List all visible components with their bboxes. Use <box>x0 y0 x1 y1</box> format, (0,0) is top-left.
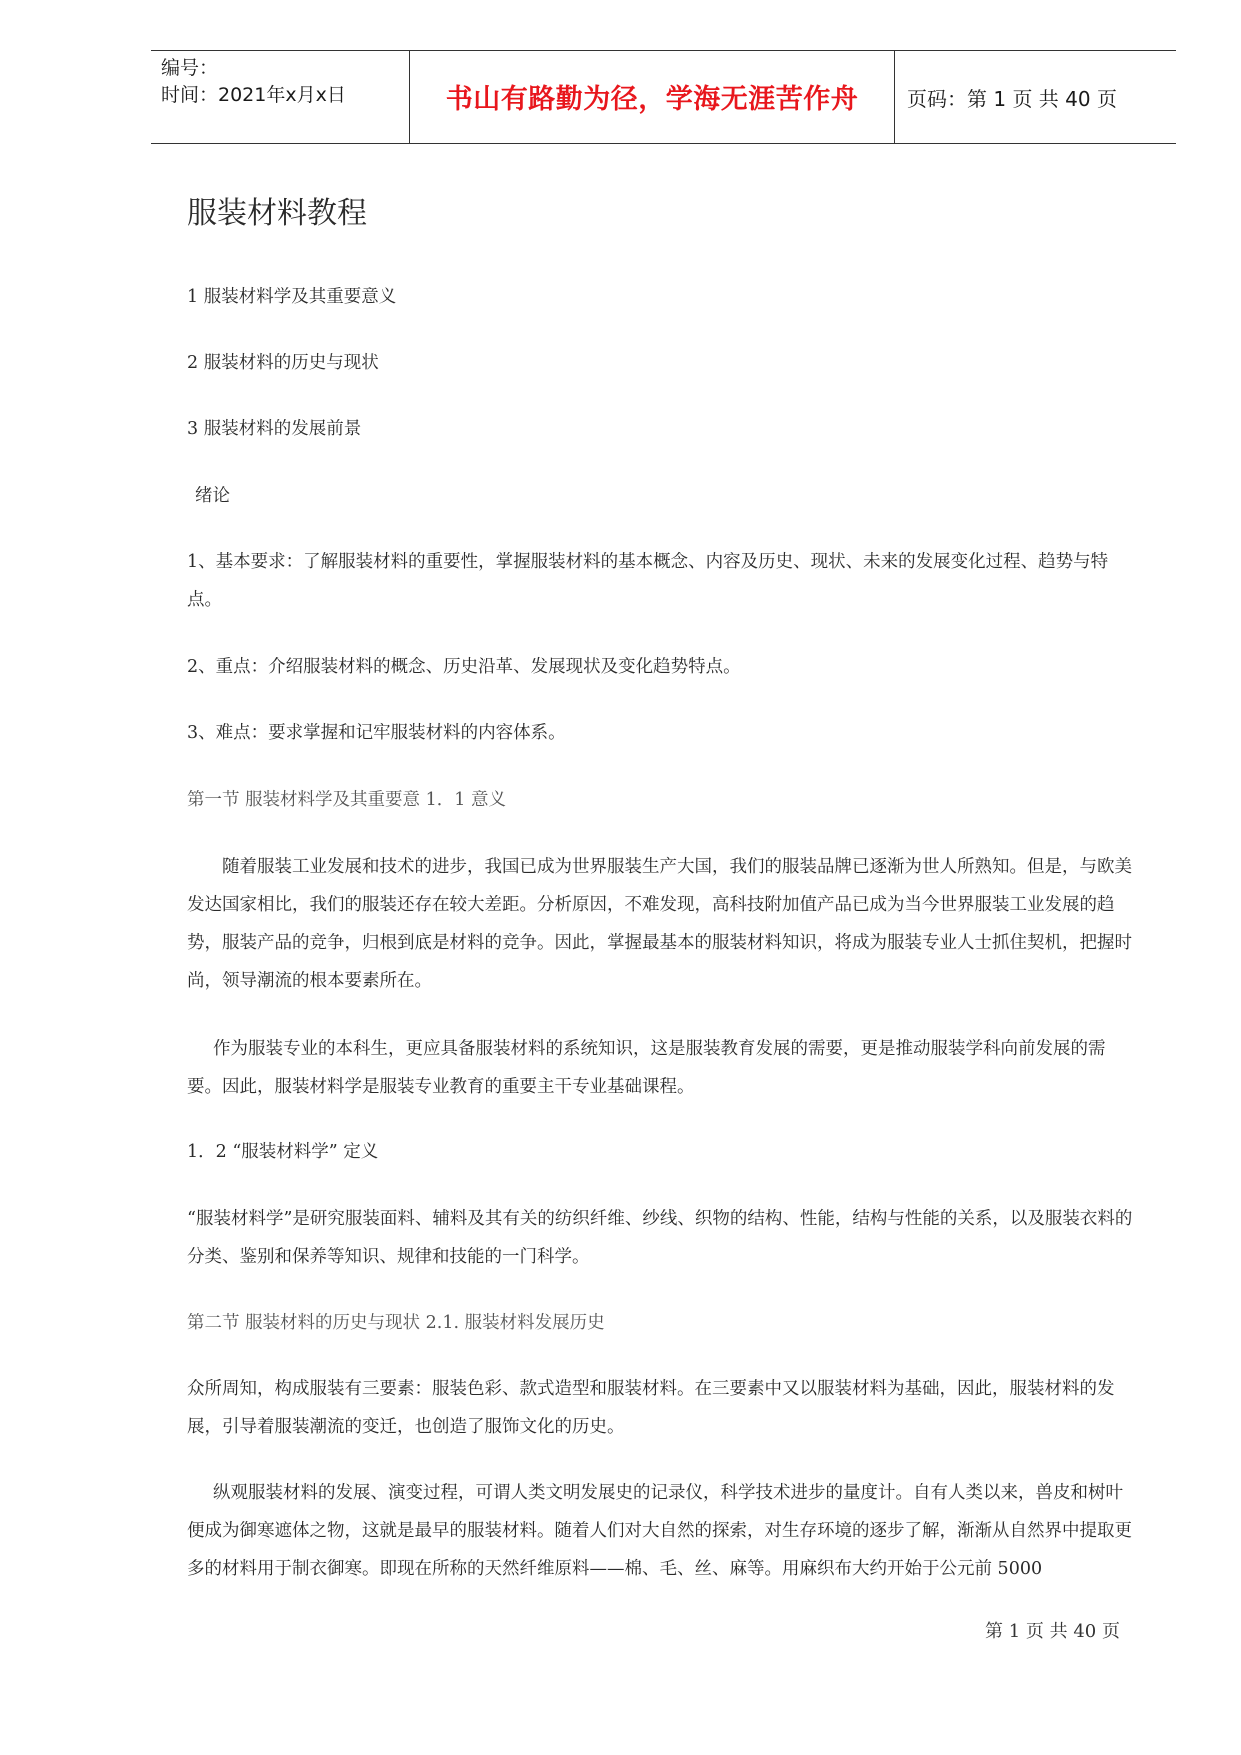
requirement-basic: 1、基本要求：了解服装材料的重要性，掌握服装材料的基本概念、内容及历史、现状、未来的发展变化过程、趋势与特点。 <box>187 552 1109 610</box>
toc-item-3: 3 服装材料的发展前景 <box>187 419 362 439</box>
page-header <box>151 50 1176 144</box>
requirement-key-points: 2、重点：介绍服装材料的概念、历史沿革、发展现状及变化趋势特点。 <box>187 657 741 677</box>
toc-item-2: 2 服装材料的历史与现状 <box>187 353 379 373</box>
section1-heading: 第一节 服装材料学及其重要意 1．1 意义 <box>187 790 506 810</box>
header-divider-right <box>894 51 895 143</box>
header-motto: 书山有路勤为径，学海无涯苦作舟 <box>445 84 859 115</box>
page-footer: 第 1 页 共 40 页 <box>985 1621 1120 1642</box>
header-number-label: 编号： <box>161 57 219 79</box>
header-page-info: 页码：第 1 页 共 40 页 <box>907 87 1117 111</box>
definition-text: “服装材料学”是研究服装面料、辅料及其有关的纺织纤维、纱线、织物的结构、性能，结构与性能的关系，以及服装衣料的分类、鉴别和保养等知识、规律和技能的一门科学。 <box>187 1209 1133 1267</box>
section2-paragraph-2: 纵观服装材料的发展、演变过程，可谓人类文明发展史的记录仪，科学技术进步的量度计。自有人类以来，兽皮和树叶便成为御寒遮体之物，这就是最早的服装材料。随着人们对大自然的探索，对生存环境的逐步了解，渐渐从自然界中提取更多的材料用于制衣御寒。即现在所称的天然纤维原料——棉、毛、丝、麻等。用麻织布大约开始于公元前 5000 <box>187 1483 1132 1579</box>
document-title: 服装材料教程 <box>187 196 367 231</box>
header-meta <box>161 55 346 109</box>
section2-heading: 第二节 服装材料的历史与现状 2.1. 服装材料发展历史 <box>187 1313 605 1333</box>
toc-item-1: 1 服装材料学及其重要意义 <box>187 287 397 307</box>
section2-paragraph-1: 众所周知，构成服装有三要素：服装色彩、款式造型和服装材料。在三要素中又以服装材料为基础，因此，服装材料的发展，引导着服装潮流的变迁，也创造了服饰文化的历史。 <box>187 1379 1115 1437</box>
header-time-label: 时间：2021年x月x日 <box>161 84 346 106</box>
definition-heading: 1．2 “服装材料学” 定义 <box>187 1142 379 1162</box>
intro-heading: 绪论 <box>195 486 230 506</box>
section1-paragraph-1: 随着服装工业发展和技术的进步，我国已成为世界服装生产大国，我们的服装品牌已逐渐为世人所熟知。但是，与欧美发达国家相比，我们的服装还存在较大差距。分析原因，不难发现，高科技附加值产品已成为当今世界服装工业发展的趋势，服装产品的竞争，归根到底是材料的竞争。因此，掌握最基本的服装材料知识，将成为服装专业人士抓住契机，把握时尚，领导潮流的根本要素所在。 <box>187 857 1132 991</box>
section1-paragraph-2: 作为服装专业的本科生，更应具备服装材料的系统知识，这是服装教育发展的需要，更是推动服装学科向前发展的需要。因此，服装材料学是服装专业教育的重要主干专业基础课程。 <box>187 1039 1106 1097</box>
requirement-difficulties: 3、难点：要求掌握和记牢服装材料的内容体系。 <box>187 723 566 743</box>
